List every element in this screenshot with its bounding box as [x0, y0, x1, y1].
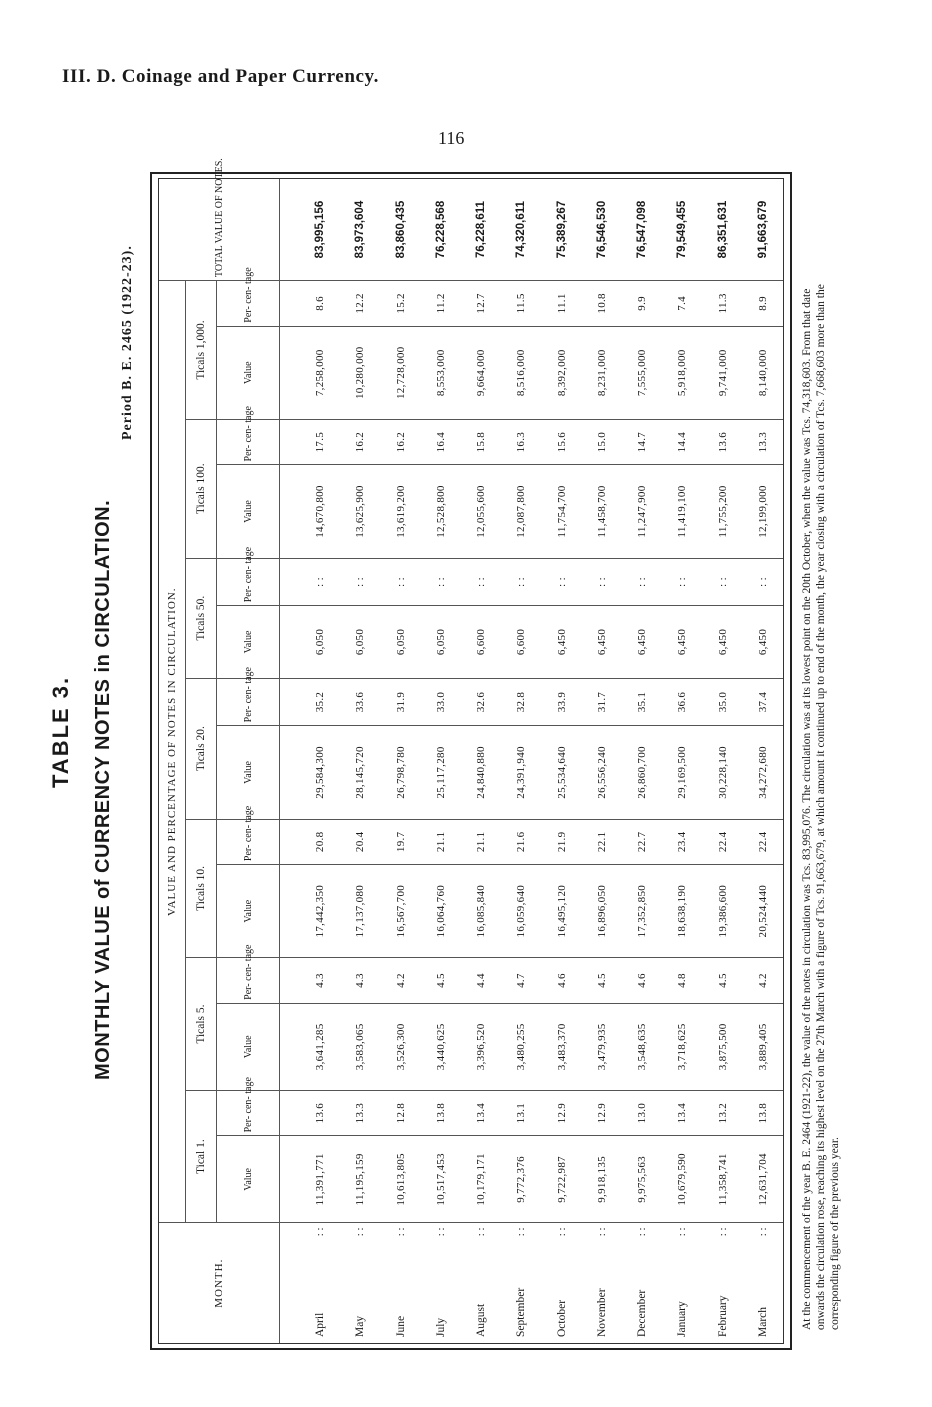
value-subheader: Value [217, 1003, 280, 1090]
value-cell-20: 30,228,140 [702, 726, 742, 819]
table-row [542, 179, 582, 1343]
percentage-subheader: Per- cen- tage [217, 819, 280, 865]
total-cell: 86,351,631 [702, 179, 742, 281]
percentage-cell-1000: 8.9 [743, 281, 783, 327]
percentage-cell-5: 4.2 [381, 958, 421, 1004]
percentage-cell-5: 4.6 [622, 958, 662, 1004]
percentage-cell-1: 13.8 [421, 1090, 461, 1136]
percentage-cell-50: : : [421, 558, 461, 606]
value-cell-100: 11,754,700 [542, 465, 582, 558]
page-number: 116 [438, 128, 465, 148]
percentage-cell-5: 4.5 [702, 958, 742, 1004]
value-subheader: Value [217, 326, 280, 419]
value-cell-5: 3,483,370 [542, 1003, 582, 1090]
percentage-cell-1: 12.8 [381, 1090, 421, 1136]
leader-dots: : : [716, 1227, 729, 1237]
percentage-cell-20: 37.4 [743, 678, 783, 726]
footnote [800, 280, 842, 1330]
percentage-cell-1: 13.4 [662, 1090, 702, 1136]
leader-dots: : : [595, 1227, 608, 1237]
value-cell-10: 17,137,080 [340, 865, 380, 958]
total-cell: 83,860,435 [381, 179, 421, 281]
currency-table-rotated [159, 158, 783, 1343]
percentage-cell-1: 13.6 [300, 1090, 340, 1136]
percentage-cell-20: 35.2 [300, 678, 340, 726]
total-cell: 76,228,568 [421, 179, 461, 281]
value-cell-20: 25,117,280 [421, 726, 461, 819]
table-row [340, 179, 380, 1343]
value-cell-1: 9,722,987 [542, 1136, 582, 1223]
leader-dots: : : [515, 1227, 528, 1237]
value-cell-20: 29,169,500 [662, 726, 702, 819]
value-cell-5: 3,440,625 [421, 1003, 461, 1090]
value-cell-1: 10,679,590 [662, 1136, 702, 1223]
value-subheader: Value [217, 606, 280, 678]
value-subheader: Value [217, 865, 280, 958]
table-row [662, 179, 702, 1343]
value-cell-1000: 8,553,000 [421, 326, 461, 419]
group-header: VALUE AND PERCENTAGE OF NOTES IN CIRCULATION. [159, 281, 186, 1223]
percentage-cell-20: 31.9 [381, 678, 421, 726]
value-cell-20: 26,860,700 [622, 726, 662, 819]
percentage-cell-1000: 11.1 [542, 281, 582, 327]
footnote-text: At the commencement of the year B. E. 2464 (1921-22), the value of the notes in circulation was Tcs. 83,995,076. The circulation was at its lowest point on the 20th October, when the value was Tcs. 74,318,603. From that date onwards the circulation rose, reaching its highest level on the 27th March with a figure of Tcs. 91,663,679, at which amount it continued up to end of the month, the year closing with a circulation of Tcs. 7,668,603 more than the corresponding figure of the previous year. [801, 284, 841, 1330]
value-cell-20: 25,534,640 [542, 726, 582, 819]
leader-dots: : : [756, 1227, 769, 1237]
percentage-cell-100: 15.8 [461, 419, 501, 465]
percentage-subheader: Per- cen- tage [217, 1090, 280, 1136]
value-cell-1: 12,631,704 [743, 1136, 783, 1223]
percentage-cell-1000: 12.7 [461, 281, 501, 327]
leader-dots: : : [475, 1227, 488, 1237]
percentage-cell-20: 36.6 [662, 678, 702, 726]
percentage-cell-5: 4.4 [461, 958, 501, 1004]
percentage-cell-50: : : [501, 558, 541, 606]
value-cell-1: 10,517,453 [421, 1136, 461, 1223]
value-cell-5: 3,889,405 [743, 1003, 783, 1090]
value-subheader: Value [217, 465, 280, 558]
value-cell-1000: 5,918,000 [662, 326, 702, 419]
percentage-cell-10: 21.9 [542, 819, 582, 865]
percentage-cell-10: 22.4 [743, 819, 783, 865]
percentage-cell-1000: 9.9 [622, 281, 662, 327]
value-cell-50: 6,450 [622, 606, 662, 678]
value-cell-100: 13,625,900 [340, 465, 380, 558]
section-heading: III. D. Coinage and Paper Currency. [62, 66, 379, 87]
value-cell-5: 3,548,635 [622, 1003, 662, 1090]
percentage-cell-1: 12.9 [582, 1090, 622, 1136]
value-cell-100: 12,528,800 [421, 465, 461, 558]
percentage-cell-5: 4.5 [421, 958, 461, 1004]
total-cell: 91,663,679 [743, 179, 783, 281]
percentage-cell-1: 12.9 [542, 1090, 582, 1136]
percentage-cell-1000: 15.2 [381, 281, 421, 327]
value-cell-20: 26,798,780 [381, 726, 421, 819]
value-cell-10: 16,896,050 [582, 865, 622, 958]
value-cell-1: 10,179,171 [461, 1136, 501, 1223]
denom-header-20: Ticals 20. [186, 678, 217, 819]
value-cell-1000: 10,280,000 [340, 326, 380, 419]
value-cell-5: 3,396,520 [461, 1003, 501, 1090]
percentage-cell-1000: 11.2 [421, 281, 461, 327]
percentage-cell-5: 4.3 [300, 958, 340, 1004]
percentage-cell-100: 16.2 [381, 419, 421, 465]
leader-dots: : : [354, 1227, 367, 1237]
percentage-subheader: Per- cen- tage [217, 958, 280, 1004]
percentage-cell-100: 13.6 [702, 419, 742, 465]
table-row [381, 179, 421, 1343]
table-label: TABLE 3. [48, 675, 73, 788]
month-cell: May [354, 1315, 367, 1337]
value-cell-20: 24,840,880 [461, 726, 501, 819]
percentage-cell-1000: 10.8 [582, 281, 622, 327]
total-cell: 76,228,611 [461, 179, 501, 281]
value-cell-50: 6,600 [461, 606, 501, 678]
percentage-cell-1: 13.8 [743, 1090, 783, 1136]
value-cell-100: 11,458,700 [582, 465, 622, 558]
month-cell: June [394, 1315, 407, 1337]
month-cell: December [636, 1289, 649, 1337]
percentage-cell-1: 13.2 [702, 1090, 742, 1136]
value-cell-5: 3,479,935 [582, 1003, 622, 1090]
month-cell: July [434, 1317, 447, 1337]
percentage-cell-1000: 11.3 [702, 281, 742, 327]
month-cell: January [676, 1301, 689, 1337]
value-cell-10: 16,064,760 [421, 865, 461, 958]
value-cell-20: 34,272,680 [743, 726, 783, 819]
month-cell: November [595, 1288, 608, 1337]
month-cell: March [756, 1306, 769, 1337]
value-cell-10: 19,386,600 [702, 865, 742, 958]
denom-header-10: Ticals 10. [186, 819, 217, 958]
total-cell: 79,549,455 [662, 179, 702, 281]
percentage-subheader: Per- cen- tage [217, 281, 280, 327]
month-cell: September [515, 1287, 528, 1337]
leader-dots: : : [314, 1227, 327, 1237]
percentage-cell-50: : : [542, 558, 582, 606]
percentage-cell-5: 4.2 [743, 958, 783, 1004]
percentage-cell-50: : : [340, 558, 380, 606]
percentage-cell-50: : : [662, 558, 702, 606]
denom-header-5: Ticals 5. [186, 958, 217, 1091]
percentage-cell-50: : : [743, 558, 783, 606]
total-cell: 75,389,267 [542, 179, 582, 281]
leader-dots: : : [394, 1227, 407, 1237]
percentage-cell-100: 15.6 [542, 419, 582, 465]
percentage-cell-5: 4.5 [582, 958, 622, 1004]
value-cell-1000: 7,258,000 [300, 326, 340, 419]
percentage-cell-50: : : [702, 558, 742, 606]
table-row [702, 179, 742, 1343]
percentage-cell-10: 21.1 [461, 819, 501, 865]
value-cell-100: 11,755,200 [702, 465, 742, 558]
value-cell-1000: 7,555,000 [622, 326, 662, 419]
value-cell-1000: 8,516,000 [501, 326, 541, 419]
value-cell-1: 11,391,771 [300, 1136, 340, 1223]
value-cell-50: 6,450 [542, 606, 582, 678]
percentage-cell-20: 33.6 [340, 678, 380, 726]
value-cell-50: 6,050 [340, 606, 380, 678]
percentage-cell-20: 33.0 [421, 678, 461, 726]
percentage-subheader: Per- cen- tage [217, 558, 280, 606]
percentage-cell-50: : : [461, 558, 501, 606]
percentage-cell-1000: 12.2 [340, 281, 380, 327]
percentage-cell-20: 35.1 [622, 678, 662, 726]
percentage-cell-10: 23.4 [662, 819, 702, 865]
value-cell-20: 28,145,720 [340, 726, 380, 819]
denom-header-1000: Ticals 1,000. [186, 281, 217, 420]
percentage-cell-10: 20.4 [340, 819, 380, 865]
value-cell-100: 13,619,200 [381, 465, 421, 558]
percentage-cell-20: 35.0 [702, 678, 742, 726]
value-cell-100: 14,670,800 [300, 465, 340, 558]
value-cell-1000: 8,140,000 [743, 326, 783, 419]
total-cell: 83,973,604 [340, 179, 380, 281]
value-cell-1000: 9,741,000 [702, 326, 742, 419]
denom-header-100: Ticals 100. [186, 419, 217, 558]
percentage-cell-1000: 11.5 [501, 281, 541, 327]
table-row [501, 179, 541, 1343]
value-cell-50: 6,600 [501, 606, 541, 678]
value-cell-50: 6,050 [381, 606, 421, 678]
percentage-cell-1000: 8.6 [300, 281, 340, 327]
currency-table [159, 158, 783, 1343]
leader-dots: : : [676, 1227, 689, 1237]
total-header: TOTAL VALUE OF NOTES. [159, 179, 280, 281]
total-cell: 83,995,156 [300, 179, 340, 281]
value-cell-5: 3,718,625 [662, 1003, 702, 1090]
month-cell: February [716, 1295, 729, 1337]
value-cell-1000: 8,392,000 [542, 326, 582, 419]
percentage-cell-1: 13.0 [622, 1090, 662, 1136]
percentage-cell-100: 16.4 [421, 419, 461, 465]
table-row [461, 179, 501, 1343]
month-cell: April [314, 1312, 327, 1337]
denom-header-1: Tical 1. [186, 1090, 217, 1223]
value-subheader: Value [217, 1136, 280, 1223]
percentage-cell-1: 13.1 [501, 1090, 541, 1136]
table-title: MONTHLY VALUE of CURRENCY NOTES in CIRCULATION. [92, 499, 114, 1080]
percentage-cell-1: 13.3 [340, 1090, 380, 1136]
month-cell: October [555, 1299, 568, 1337]
value-subheader: Value [217, 726, 280, 819]
percentage-cell-10: 22.4 [702, 819, 742, 865]
percentage-cell-20: 31.7 [582, 678, 622, 726]
percentage-cell-5: 4.7 [501, 958, 541, 1004]
value-cell-100: 12,055,600 [461, 465, 501, 558]
value-cell-10: 16,085,840 [461, 865, 501, 958]
table-row [582, 179, 622, 1343]
value-cell-50: 6,450 [743, 606, 783, 678]
value-cell-50: 6,450 [582, 606, 622, 678]
value-cell-100: 11,419,100 [662, 465, 702, 558]
value-cell-5: 3,583,065 [340, 1003, 380, 1090]
percentage-cell-20: 32.8 [501, 678, 541, 726]
percentage-cell-10: 22.1 [582, 819, 622, 865]
percentage-cell-5: 4.6 [542, 958, 582, 1004]
percentage-cell-50: : : [300, 558, 340, 606]
value-cell-5: 3,480,255 [501, 1003, 541, 1090]
month-cell: August [475, 1303, 488, 1337]
value-cell-50: 6,450 [662, 606, 702, 678]
leader-dots: : : [434, 1227, 447, 1237]
percentage-cell-100: 14.4 [662, 419, 702, 465]
value-cell-20: 29,584,300 [300, 726, 340, 819]
table-row [622, 179, 662, 1343]
percentage-cell-1000: 7.4 [662, 281, 702, 327]
period-label: Period B. E. 2465 (1922-23). [120, 245, 135, 440]
percentage-cell-50: : : [381, 558, 421, 606]
table-body [280, 179, 784, 1343]
leader-dots: : : [636, 1227, 649, 1237]
denom-header-50: Ticals 50. [186, 558, 217, 678]
value-cell-5: 3,875,500 [702, 1003, 742, 1090]
percentage-cell-10: 22.7 [622, 819, 662, 865]
value-cell-5: 3,526,300 [381, 1003, 421, 1090]
value-cell-50: 6,050 [421, 606, 461, 678]
percentage-cell-50: : : [582, 558, 622, 606]
leader-dots: : : [555, 1227, 568, 1237]
percentage-cell-10: 21.1 [421, 819, 461, 865]
month-header: MONTH. [159, 1223, 280, 1343]
value-cell-1: 9,772,376 [501, 1136, 541, 1223]
percentage-cell-20: 32.6 [461, 678, 501, 726]
percentage-cell-10: 21.6 [501, 819, 541, 865]
value-cell-10: 16,567,700 [381, 865, 421, 958]
total-cell: 76,546,530 [582, 179, 622, 281]
percentage-cell-100: 14.7 [622, 419, 662, 465]
value-cell-1: 11,195,159 [340, 1136, 380, 1223]
value-cell-100: 11,247,900 [622, 465, 662, 558]
value-cell-20: 26,556,240 [582, 726, 622, 819]
value-cell-5: 3,641,285 [300, 1003, 340, 1090]
value-cell-1000: 8,231,000 [582, 326, 622, 419]
value-cell-1: 10,613,805 [381, 1136, 421, 1223]
value-cell-10: 16,059,640 [501, 865, 541, 958]
table-row [300, 179, 340, 1343]
total-cell: 76,547,098 [622, 179, 662, 281]
percentage-cell-100: 15.0 [582, 419, 622, 465]
percentage-cell-10: 20.8 [300, 819, 340, 865]
percentage-cell-100: 17.5 [300, 419, 340, 465]
value-cell-100: 12,087,800 [501, 465, 541, 558]
percentage-cell-10: 19.7 [381, 819, 421, 865]
value-cell-1000: 12,728,000 [381, 326, 421, 419]
value-cell-1: 11,358,741 [702, 1136, 742, 1223]
percentage-cell-100: 13.3 [743, 419, 783, 465]
value-cell-50: 6,050 [300, 606, 340, 678]
value-cell-10: 17,352,850 [622, 865, 662, 958]
value-cell-10: 20,524,440 [743, 865, 783, 958]
percentage-subheader: Per- cen- tage [217, 419, 280, 465]
percentage-cell-20: 33.9 [542, 678, 582, 726]
percentage-cell-5: 4.3 [340, 958, 380, 1004]
percentage-cell-100: 16.2 [340, 419, 380, 465]
percentage-cell-50: : : [622, 558, 662, 606]
table-row [743, 179, 783, 1343]
value-cell-1: 9,975,563 [622, 1136, 662, 1223]
value-cell-1000: 9,664,000 [461, 326, 501, 419]
percentage-subheader: Per- cen- tage [217, 678, 280, 726]
value-cell-20: 24,391,940 [501, 726, 541, 819]
value-cell-10: 16,495,120 [542, 865, 582, 958]
value-cell-100: 12,199,000 [743, 465, 783, 558]
value-cell-50: 6,450 [702, 606, 742, 678]
total-cell: 74,320,611 [501, 179, 541, 281]
percentage-cell-100: 16.3 [501, 419, 541, 465]
table-row [421, 179, 461, 1343]
value-cell-10: 18,638,190 [662, 865, 702, 958]
percentage-cell-1: 13.4 [461, 1090, 501, 1136]
value-cell-1: 9,918,135 [582, 1136, 622, 1223]
value-cell-10: 17,442,350 [300, 865, 340, 958]
percentage-cell-5: 4.8 [662, 958, 702, 1004]
